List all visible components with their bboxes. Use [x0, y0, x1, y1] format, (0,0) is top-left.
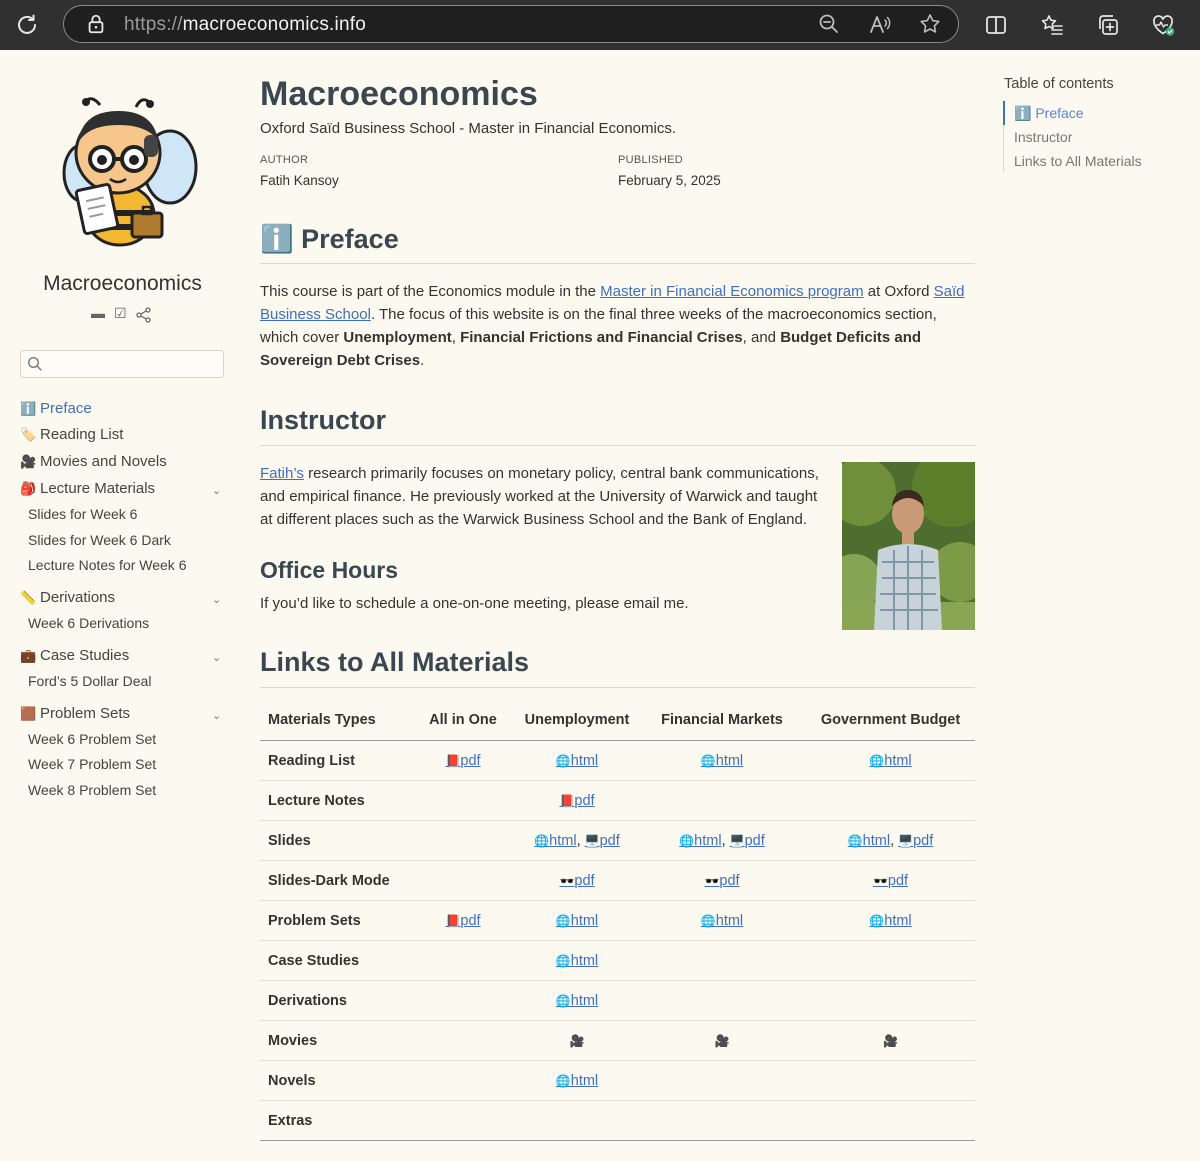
table-cell: [410, 981, 516, 1021]
table-cell: [806, 741, 975, 781]
material-link[interactable]: 🌐html: [679, 832, 722, 849]
checkbox-icon[interactable]: ☑: [114, 305, 127, 321]
address-bar[interactable]: [63, 5, 959, 43]
sidebar-subitem[interactable]: Week 8 Problem Set: [28, 782, 157, 798]
sidebar-title[interactable]: Macroeconomics: [43, 272, 202, 295]
toc-item-links[interactable]: Links to All Materials: [1014, 153, 1142, 169]
table-cell: [806, 781, 975, 821]
table-cell: [410, 941, 516, 981]
info-icon: ℹ️: [20, 401, 37, 416]
toc-item-preface[interactable]: ℹ️ Preface: [1014, 105, 1084, 121]
table-cell: [516, 741, 638, 781]
material-link[interactable]: 🖥️pdf: [898, 832, 934, 849]
material-link[interactable]: 📕pdf: [559, 792, 595, 809]
table-header-row: [260, 700, 975, 741]
sidebar-subitem[interactable]: Week 6 Derivations: [28, 615, 150, 631]
table-row: [260, 821, 975, 861]
row-label: Movies: [260, 1021, 410, 1061]
table-cell: [516, 781, 638, 821]
sidebar-item-case-studies[interactable]: 💼 Case Studies: [20, 647, 130, 664]
reload-icon[interactable]: [15, 13, 39, 37]
movie-camera-icon: 🎥: [569, 1033, 585, 1048]
material-link[interactable]: 🕶️pdf: [704, 872, 740, 889]
chevron-down-icon[interactable]: ⌄: [212, 652, 222, 664]
sidebar-subitem[interactable]: Week 7 Problem Set: [28, 756, 157, 772]
instructor-photo: [842, 462, 975, 630]
table-cell: [516, 981, 638, 1021]
table-cell: [806, 1021, 975, 1061]
table-cell: [516, 861, 638, 901]
author-name: Fatih Kansoy: [260, 173, 339, 188]
table-cell: 🌐html, 🖥️pdf: [516, 821, 638, 861]
toc-item-instructor[interactable]: Instructor: [1014, 129, 1073, 145]
row-label: Reading List: [260, 741, 410, 781]
video-camera-icon[interactable]: ▬: [91, 305, 105, 321]
table-cell: [638, 901, 806, 941]
table-cell: 🌐html, 🖥️pdf: [806, 821, 975, 861]
instructor-paragraph: Fatih’s research primarily focuses on monetary policy, central bank communications, and empirical finance. He previously worked at the University of Warwick and taught at different places such as the Warwick Business School and the Bank of England.: [260, 465, 819, 528]
table-row: [260, 1101, 975, 1141]
movie-camera-icon: 🎥: [20, 454, 37, 469]
movie-camera-icon: 🎥: [714, 1033, 730, 1048]
chevron-down-icon[interactable]: ⌄: [212, 710, 222, 722]
sidebar-subitem[interactable]: Lecture Notes for Week 6: [28, 557, 187, 573]
share-icon[interactable]: [136, 307, 152, 323]
preface-paragraph: This course is part of the Economics module in the Master in Financial Economics program at Oxford Saïd Business School. The focus of this website is on the final three weeks of the macroeconomics section, which cover Unemployment, Financial Frictions and Financial Crises, and Budget Deficits and Sovereign Debt Crises.: [260, 283, 965, 369]
author-label: AUTHOR: [260, 154, 309, 166]
desktop-icon: 🖥️: [898, 833, 914, 848]
table-cell: [638, 1101, 806, 1141]
globe-icon: 🌐: [847, 833, 863, 848]
column-header: Materials Types: [260, 700, 410, 741]
heading-rule: [260, 263, 975, 264]
material-link[interactable]: 🌐html: [700, 752, 744, 769]
globe-icon: 🌐: [555, 953, 571, 968]
material-link[interactable]: 🌐html: [700, 912, 744, 929]
table-row: [260, 981, 975, 1021]
browser-essentials-icon[interactable]: [1151, 13, 1175, 37]
table-cell: [806, 901, 975, 941]
links-heading: Links to All Materials: [260, 647, 530, 677]
sunglasses-icon: 🕶️: [704, 873, 720, 888]
favorites-icon[interactable]: [1040, 13, 1064, 37]
material-link[interactable]: 🌐html: [869, 752, 912, 769]
column-header: Unemployment: [516, 700, 638, 741]
table-cell: [410, 1101, 516, 1141]
table-cell: [638, 1061, 806, 1101]
column-header: Financial Markets: [638, 700, 806, 741]
chevron-down-icon[interactable]: ⌄: [212, 485, 222, 497]
sunglasses-icon: 🕶️: [872, 873, 888, 888]
read-aloud-icon[interactable]: [868, 12, 892, 36]
table-cell: [410, 781, 516, 821]
table-cell: [806, 981, 975, 1021]
row-label: Slides-Dark Mode: [260, 861, 410, 901]
zoom-out-icon[interactable]: [817, 12, 841, 36]
table-cell: [638, 741, 806, 781]
globe-icon: 🌐: [555, 753, 571, 768]
material-link[interactable]: [570, 1033, 585, 1049]
table-cell: [410, 1061, 516, 1101]
row-label: Novels: [260, 1061, 410, 1101]
book-icon: 📕: [445, 913, 461, 928]
material-link[interactable]: 📕pdf: [445, 912, 481, 929]
table-row: [260, 901, 975, 941]
table-cell: [410, 741, 516, 781]
table-cell: 🌐html, 🖥️pdf: [638, 821, 806, 861]
instructor-link[interactable]: Fatih’s: [260, 465, 304, 482]
table-cell: [516, 1021, 638, 1061]
desktop-icon: 🖥️: [729, 833, 745, 848]
column-header: Government Budget: [806, 700, 975, 741]
table-cell: [516, 1061, 638, 1101]
ruler-icon: 📏: [20, 590, 37, 605]
material-link[interactable]: 🌐html: [869, 912, 912, 929]
page-subtitle: Oxford Saïd Business School - Master in Financial Economics.: [260, 120, 677, 137]
table-cell: [638, 861, 806, 901]
material-link[interactable]: 🕶️pdf: [559, 872, 595, 889]
sidebar-subitem[interactable]: Ford’s 5 Dollar Deal: [28, 673, 152, 689]
lock-icon[interactable]: [85, 13, 107, 35]
globe-icon: 🌐: [700, 753, 716, 768]
instructor-heading: Instructor: [260, 405, 387, 435]
row-label: Derivations: [260, 981, 410, 1021]
sidebar-item-reading-list[interactable]: 🏷️ Reading List: [20, 426, 124, 443]
globe-icon: 🌐: [555, 993, 571, 1008]
row-label: Problem Sets: [260, 901, 410, 941]
table-row: [260, 781, 975, 821]
sidebar-search-input[interactable]: [20, 350, 224, 378]
materials-table: [260, 700, 975, 1141]
material-link[interactable]: 🌐html: [534, 832, 577, 849]
material-link[interactable]: 🌐html: [555, 992, 599, 1009]
table-cell: [516, 941, 638, 981]
table-cell: [410, 861, 516, 901]
scroll-icon: 🟫: [20, 706, 37, 721]
table-row: [260, 1061, 975, 1101]
material-link[interactable]: 🌐html: [847, 832, 891, 849]
book-icon: 📕: [445, 753, 461, 768]
chevron-down-icon[interactable]: ⌄: [212, 594, 222, 606]
material-link[interactable]: 🕶️pdf: [872, 872, 909, 889]
material-link[interactable]: 🌐html: [555, 752, 599, 769]
info-icon: ℹ️: [260, 224, 294, 254]
published-label: PUBLISHED: [618, 154, 684, 166]
table-cell: [806, 1101, 975, 1141]
table-cell: [410, 821, 516, 861]
split-screen-icon[interactable]: [984, 13, 1008, 37]
office-hours-heading: Office Hours: [260, 557, 399, 583]
sidebar-tools: [91, 305, 161, 325]
table-cell: [410, 901, 516, 941]
toc-active-marker: [1003, 101, 1005, 125]
bee-mascot-logo[interactable]: [52, 95, 202, 250]
table-cell: [638, 781, 806, 821]
search-icon: [27, 356, 43, 372]
globe-icon: 🌐: [869, 753, 885, 768]
globe-icon: 🌐: [555, 1073, 571, 1088]
table-body: [260, 741, 975, 1141]
briefcase-icon: 💼: [20, 648, 37, 663]
globe-icon: 🌐: [679, 833, 695, 848]
table-row: [260, 941, 975, 981]
material-link[interactable]: 🌐html: [555, 1072, 599, 1089]
table-cell: [806, 1061, 975, 1101]
column-header: All in One: [410, 700, 516, 741]
material-link[interactable]: [715, 1033, 730, 1049]
material-link[interactable]: 🌐html: [555, 912, 599, 929]
table-cell: [516, 901, 638, 941]
office-hours-text: If you’d like to schedule a one-on-one meeting, please email me.: [260, 595, 689, 612]
sunglasses-icon: 🕶️: [559, 873, 575, 888]
info-icon: ℹ️: [1014, 105, 1032, 121]
published-date: February 5, 2025: [618, 173, 721, 188]
url-text[interactable]: https://macroeconomics.info: [124, 14, 366, 35]
table-row: [260, 1021, 975, 1061]
movie-camera-icon: 🎥: [883, 1033, 898, 1048]
row-label: Slides: [260, 821, 410, 861]
material-link[interactable]: 🖥️pdf: [584, 832, 620, 849]
table-cell: [806, 861, 975, 901]
material-link[interactable]: 🌐html: [555, 952, 599, 969]
material-link[interactable]: [883, 1033, 898, 1049]
sidebar-subitem[interactable]: Slides for Week 6: [28, 506, 138, 522]
toc-heading: Table of contents: [1004, 76, 1114, 92]
table-row: [260, 861, 975, 901]
row-label: Extras: [260, 1101, 410, 1141]
heading-rule: [260, 687, 975, 688]
globe-icon: 🌐: [700, 913, 716, 928]
sidebar-item-lecture-materials[interactable]: 🎒 Lecture Materials: [20, 480, 156, 497]
table-cell: [806, 941, 975, 981]
sidebar-item-derivations[interactable]: 📏 Derivations: [20, 589, 116, 606]
table-row: [260, 741, 975, 781]
table-cell: [638, 941, 806, 981]
row-label: Lecture Notes: [260, 781, 410, 821]
table-cell: [638, 981, 806, 1021]
program-link[interactable]: Master in Financial Economics program: [600, 283, 864, 300]
heading-rule: [260, 445, 975, 446]
sidebar-item-movies-novels[interactable]: 🎥 Movies and Novels: [20, 453, 167, 470]
globe-icon: 🌐: [534, 833, 550, 848]
material-link[interactable]: 📕pdf: [445, 752, 481, 769]
backpack-icon: 🎒: [20, 481, 37, 496]
sidebar-subitem[interactable]: Week 6 Problem Set: [28, 731, 157, 747]
preface-heading: ℹ️ Preface: [260, 224, 399, 254]
school-link[interactable]: Saïd Business School: [260, 283, 965, 323]
globe-icon: 🌐: [555, 913, 571, 928]
favorite-star-icon[interactable]: [918, 12, 942, 36]
table-cell: [410, 1021, 516, 1061]
globe-icon: 🌐: [869, 913, 885, 928]
book-icon: 📕: [559, 793, 575, 808]
sidebar-subitem[interactable]: Slides for Week 6 Dark: [28, 532, 171, 548]
row-label: Case Studies: [260, 941, 410, 981]
material-link[interactable]: 🖥️pdf: [729, 832, 765, 849]
label-tag-icon: 🏷️: [20, 427, 37, 442]
collections-icon[interactable]: [1096, 13, 1120, 37]
sidebar-item-problem-sets[interactable]: 🟫 Problem Sets: [20, 705, 131, 722]
sidebar-item-preface[interactable]: ℹ️ Preface: [20, 400, 92, 417]
desktop-icon: 🖥️: [584, 833, 600, 848]
browser-toolbar: [0, 0, 1200, 50]
table-cell: [516, 1101, 638, 1141]
table-cell: [638, 1021, 806, 1061]
page-title: Macroeconomics: [260, 75, 538, 113]
